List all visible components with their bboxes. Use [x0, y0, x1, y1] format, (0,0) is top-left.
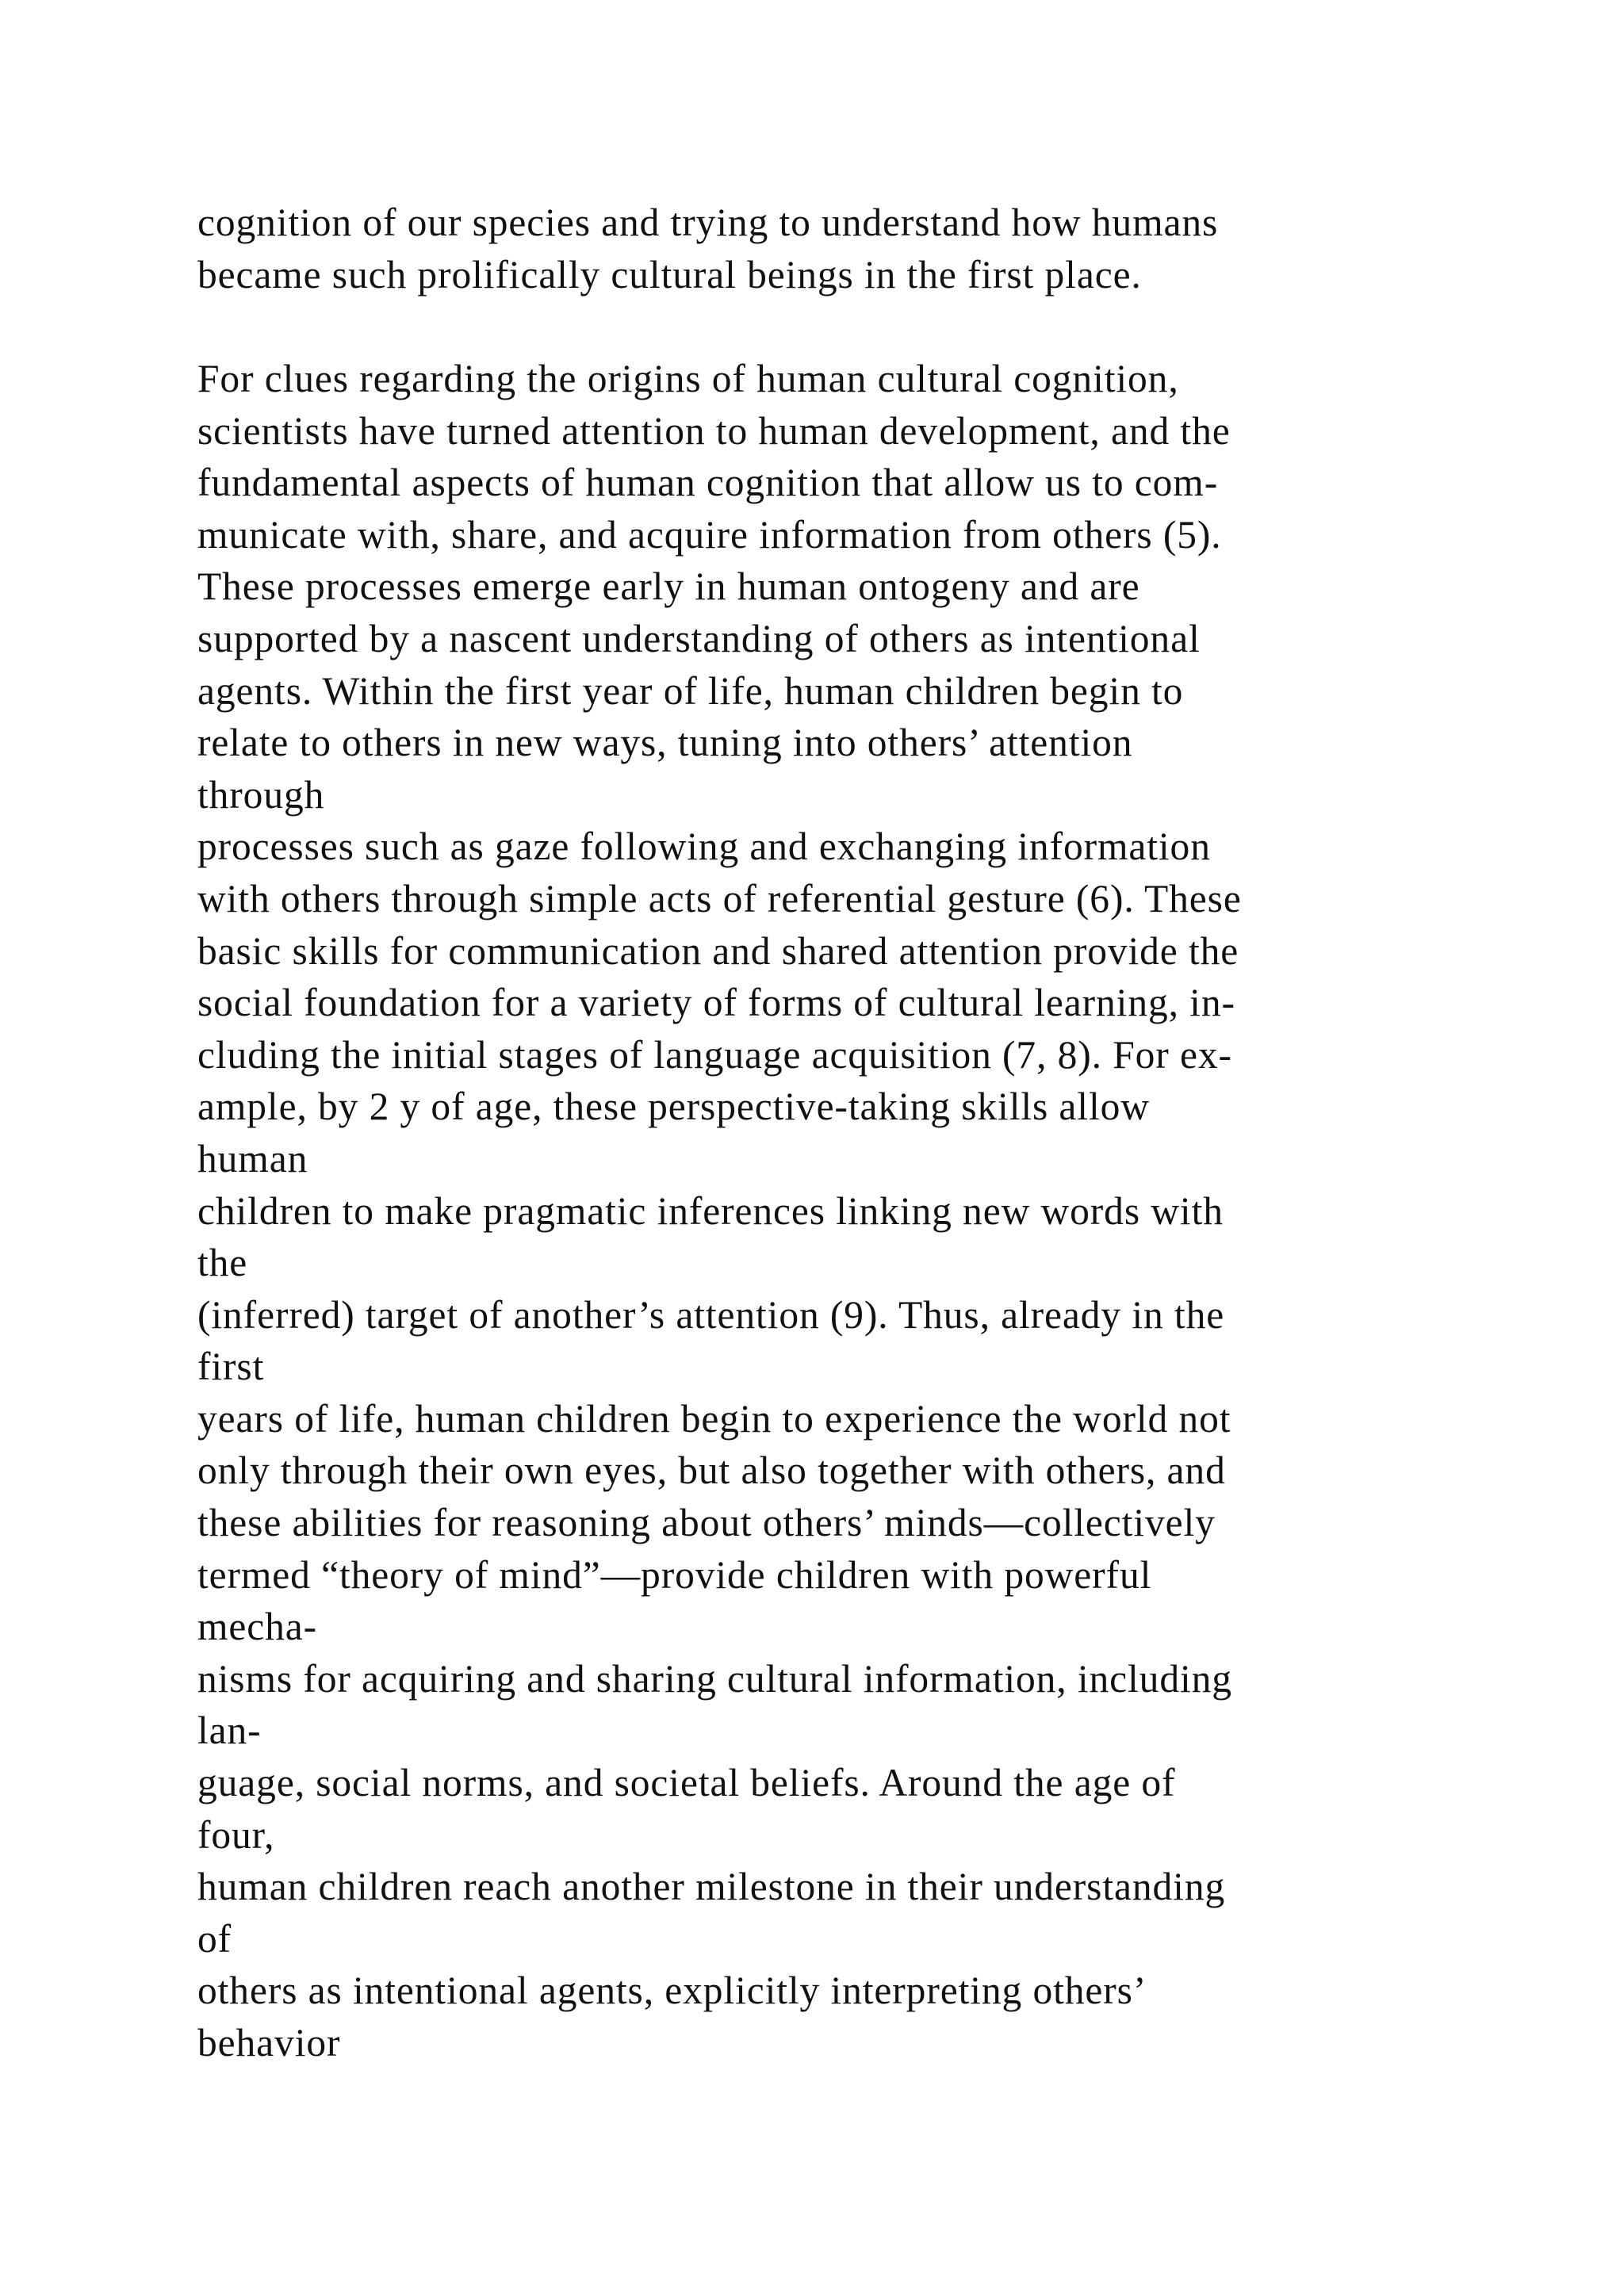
text-line: cognition of our species and trying to understand how humans: [197, 201, 1219, 244]
text-line: human children reach another milestone in their understanding: [197, 1865, 1226, 1909]
text-line: first: [197, 1345, 265, 1389]
text-line: termed “theory of mind”—provide children with powerful: [197, 1552, 1152, 1597]
text-line: basic skills for communication and shared attention provide the: [197, 928, 1239, 973]
text-line: others as intentional agents, explicitly interpreting others’: [197, 1969, 1147, 2013]
paragraph-1: [197, 197, 1545, 300]
text-line: For clues regarding the origins of human cultural cognition,: [197, 357, 1179, 400]
text-line: supported by a nascent understanding of others as intentional: [197, 616, 1201, 660]
text-line: These processes emerge early in human ontogeny and are: [197, 564, 1140, 609]
text-line: the: [197, 1241, 248, 1285]
text-line: of: [197, 1916, 232, 1961]
text-line: only through their own eyes, but also together with others, and: [197, 1448, 1226, 1493]
text-line: guage, social norms, and societal beliefs. Around the age of: [197, 1761, 1176, 1805]
text-line: through: [197, 772, 325, 817]
text-line: ample, by 2 y of age, these perspective-taking skills allow: [197, 1085, 1150, 1129]
text-line: nisms for acquiring and sharing cultural information, including: [197, 1656, 1232, 1701]
text-line: with others through simple acts of referential gesture (6). These: [197, 876, 1242, 920]
text-line: became such prolifically cultural beings in the first place.: [197, 252, 1142, 297]
text-line: fundamental aspects of human cognition that allow us to com-: [197, 461, 1219, 505]
text-line: behavior: [197, 2021, 341, 2064]
text-line: cluding the initial stages of language acquisition (7, 8). For ex-: [197, 1032, 1232, 1077]
text-line: lan-: [197, 1709, 262, 1753]
text-line: children to make pragmatic inferences linking new words with: [197, 1188, 1224, 1233]
text-line: (inferred) target of another’s attention (9). Thus, already in the: [197, 1292, 1225, 1337]
text-line: social foundation for a variety of forms of cultural learning, in-: [197, 981, 1235, 1025]
text-line: processes such as gaze following and exchanging information: [197, 825, 1211, 869]
text-line: human: [197, 1136, 308, 1181]
text-line: agents. Within the first year of life, human children begin to: [197, 668, 1184, 713]
text-line: scientists have turned attention to human development, and the: [197, 408, 1231, 453]
text-line: these abilities for reasoning about others’ minds—collectively: [197, 1501, 1216, 1545]
text-line: relate to others in new ways, tuning into others’ attention: [197, 721, 1133, 765]
text-line: municate with, share, and acquire information from others (5).: [197, 512, 1222, 557]
paragraph-2: [197, 353, 1545, 2069]
text-line: years of life, human children begin to experience the world not: [197, 1396, 1231, 1441]
text-line: mecha-: [197, 1605, 318, 1649]
text-line: four,: [197, 1812, 275, 1857]
